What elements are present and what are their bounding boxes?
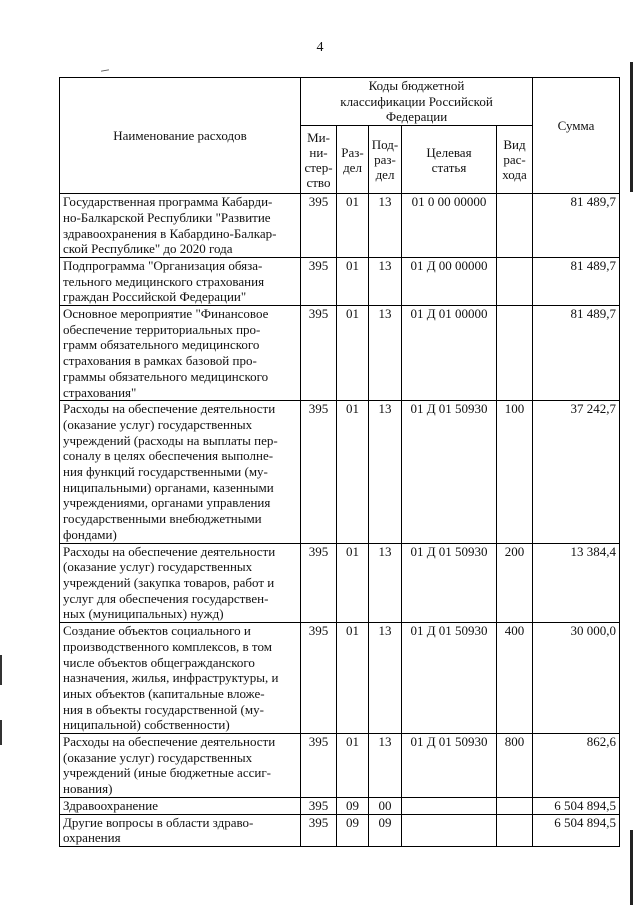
row-subsection: 13 <box>369 194 402 258</box>
row-target-item: 01 Д 01 50930 <box>402 401 497 543</box>
row-subsection: 13 <box>369 306 402 401</box>
table-row <box>60 306 620 401</box>
row-sum: 81 489,7 <box>533 257 620 305</box>
row-name: Подпрограмма "Организация обяза- тельного медицинского страхования граждан Российской Федерации" <box>60 257 301 305</box>
row-subsection: 13 <box>369 257 402 305</box>
row-target-item <box>402 814 497 846</box>
header-sum: Сумма <box>533 78 620 194</box>
row-ministry: 395 <box>301 814 337 846</box>
row-expense-type <box>497 194 533 258</box>
header-section: Раз- дел <box>337 126 369 194</box>
row-section: 09 <box>337 814 369 846</box>
budget-table <box>59 77 620 847</box>
row-expense-type: 800 <box>497 734 533 798</box>
scan-edge-mark <box>630 830 633 905</box>
row-name: Создание объектов социального и производственного комплексов, в том числе объектов общегражданского назначения, жилья, инфраструктуры, и иных объектов (капитальные вложе- ния в объекты государственной (му- ниципальной) собственности) <box>60 623 301 734</box>
row-expense-type <box>497 257 533 305</box>
table-row <box>60 194 620 258</box>
table-row <box>60 543 620 623</box>
row-ministry: 395 <box>301 623 337 734</box>
table-row <box>60 734 620 798</box>
header-codes-group: Коды бюджетной классификации Российской Федерации <box>301 78 533 126</box>
row-target-item <box>402 797 497 814</box>
row-ministry: 395 <box>301 194 337 258</box>
row-name: Государственная программа Кабарди- но-Балкарской Республики "Развитие здравоохранения в Кабардино-Балкар- ской Республике" до 2020 года <box>60 194 301 258</box>
table-row <box>60 623 620 734</box>
row-ministry: 395 <box>301 257 337 305</box>
scan-edge-mark <box>630 62 633 192</box>
row-subsection: 09 <box>369 814 402 846</box>
table-row <box>60 257 620 305</box>
row-section: 01 <box>337 543 369 623</box>
row-subsection: 13 <box>369 401 402 543</box>
row-section: 01 <box>337 194 369 258</box>
row-ministry: 395 <box>301 797 337 814</box>
row-subsection: 13 <box>369 543 402 623</box>
table-row <box>60 814 620 846</box>
header-subsection: Под- раз- дел <box>369 126 402 194</box>
table-row <box>60 797 620 814</box>
row-section: 01 <box>337 257 369 305</box>
row-sum: 6 504 894,5 <box>533 797 620 814</box>
row-expense-type: 100 <box>497 401 533 543</box>
page-number: 4 <box>316 40 324 55</box>
row-expense-type: 200 <box>497 543 533 623</box>
row-name: Другие вопросы в области здраво- охранения <box>60 814 301 846</box>
header-name: Наименование расходов <box>60 78 301 194</box>
row-name: Основное мероприятие "Финансовое обеспечение территориальных про- грамм обязательного медицинского страхования в рамках базовой про- граммы обязательного медицинского страхования" <box>60 306 301 401</box>
row-section: 01 <box>337 401 369 543</box>
row-name: Здравоохранение <box>60 797 301 814</box>
row-sum: 13 384,4 <box>533 543 620 623</box>
scan-edge-mark <box>0 720 2 745</box>
row-target-item: 01 Д 01 50930 <box>402 623 497 734</box>
row-ministry: 395 <box>301 401 337 543</box>
table-row <box>60 401 620 543</box>
row-target-item: 01 Д 01 00000 <box>402 306 497 401</box>
row-sum: 30 000,0 <box>533 623 620 734</box>
row-expense-type: 400 <box>497 623 533 734</box>
row-ministry: 395 <box>301 734 337 798</box>
row-name: Расходы на обеспечение деятельности (оказание услуг) государственных учреждений (закупка товаров, работ и услуг для обеспечения государствен- ных (муниципальных) нужд) <box>60 543 301 623</box>
row-section: 01 <box>337 734 369 798</box>
row-name: Расходы на обеспечение деятельности (оказание услуг) государственных учреждений (иные бюджетные ассиг- нования) <box>60 734 301 798</box>
row-section: 01 <box>337 623 369 734</box>
row-sum: 81 489,7 <box>533 194 620 258</box>
row-subsection: 13 <box>369 623 402 734</box>
header-target-item: Целевая статья <box>402 126 497 194</box>
header-ministry: Ми- ни- стер- ство <box>301 126 337 194</box>
row-section: 09 <box>337 797 369 814</box>
row-expense-type <box>497 814 533 846</box>
row-sum: 37 242,7 <box>533 401 620 543</box>
row-ministry: 395 <box>301 543 337 623</box>
header-expense-type: Вид рас- хода <box>497 126 533 194</box>
row-sum: 862,6 <box>533 734 620 798</box>
row-target-item: 01 Д 01 50930 <box>402 543 497 623</box>
row-sum: 81 489,7 <box>533 306 620 401</box>
row-section: 01 <box>337 306 369 401</box>
row-subsection: 13 <box>369 734 402 798</box>
row-name: Расходы на обеспечение деятельности (оказание услуг) государственных учреждений (расходы на выплаты пер- соналу в целях обеспечения выполне- ния функций государственными (му- ниципальными) органами, казенными учреждениями, органами управления государственными внебюджетными фондами) <box>60 401 301 543</box>
scan-mark <box>101 69 109 71</box>
row-subsection: 00 <box>369 797 402 814</box>
row-target-item: 01 Д 00 00000 <box>402 257 497 305</box>
row-sum: 6 504 894,5 <box>533 814 620 846</box>
row-target-item: 01 0 00 00000 <box>402 194 497 258</box>
row-expense-type <box>497 306 533 401</box>
row-ministry: 395 <box>301 306 337 401</box>
row-expense-type <box>497 797 533 814</box>
row-target-item: 01 Д 01 50930 <box>402 734 497 798</box>
scan-edge-mark <box>0 655 2 685</box>
